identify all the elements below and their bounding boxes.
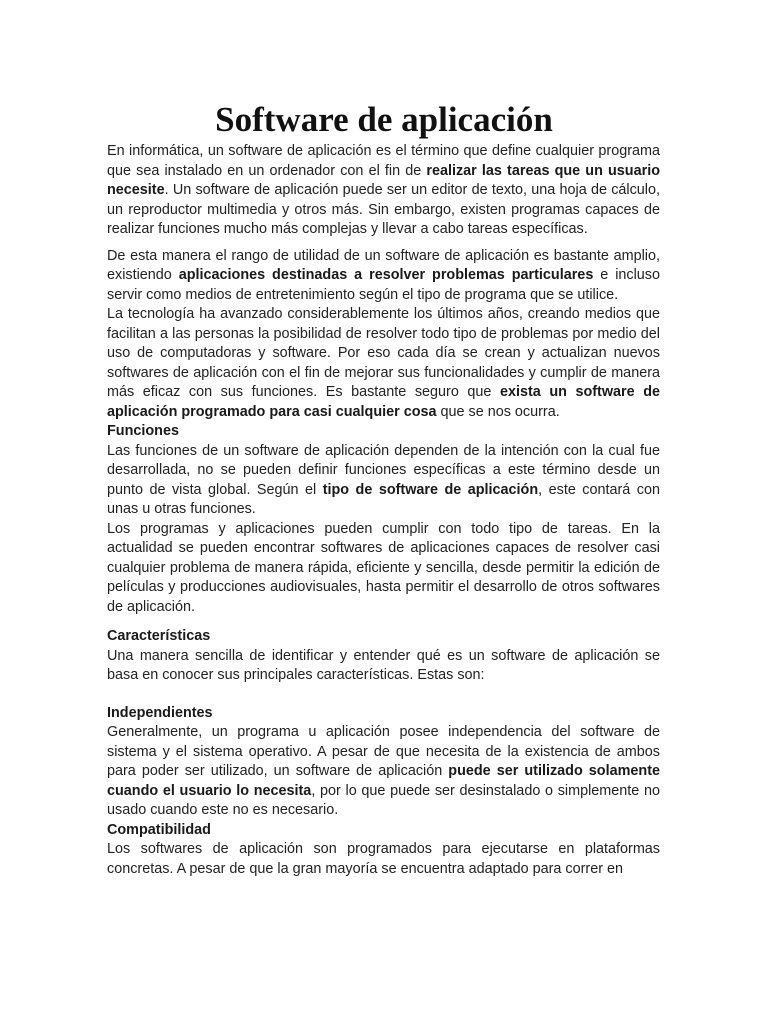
intro-paragraph: [107, 142, 660, 240]
range-bold-text: aplicaciones destinadas a resolver problemas particulares: [178, 267, 594, 283]
range-text-1: De esta manera el rango de utilidad de un software de aplicación es bastante amplio, existiendo: [107, 247, 660, 283]
technology-paragraph: [107, 305, 660, 422]
compatibilidad-heading: Compatibilidad: [107, 821, 211, 838]
document-title: Software de aplicación: [215, 100, 553, 139]
intro-bold-text: realizar las tareas que un usuario necesite: [107, 162, 660, 198]
compatibilidad-paragraph: Los softwares de aplicación son programados para ejecutarse en plataformas concretas. A pesar de que la gran mayoría se encuentra adaptado para correr en: [107, 841, 660, 877]
independientes-text-2: , por lo que puede ser desinstalado o simplemente no usado cuando este no es necesario.: [107, 782, 660, 818]
intro-text-1: En informática, un software de aplicación es el término que define cualquier programa que sea instalado en un ordenador con el fin de: [107, 143, 660, 179]
technology-text-2: que se nos ocurra.: [436, 403, 560, 420]
caracteristicas-heading: Características: [107, 628, 211, 644]
funciones-bold-text: tipo de software de aplicación: [322, 481, 539, 498]
technology-text-1: La tecnología ha avanzado considerablemente los últimos años, creando medios que facilitan a las personas la posibilidad de resolver todo tipo de problemas por medio del uso de computadoras y software. Por eso cada día se crean y actualizan nuevos softwares de aplicación con el fin de mejorar sus funcionalidades y cumplir de manera más eficaz con sus funciones. Es bastante seguro que: [107, 306, 660, 400]
funciones-text-1: Las funciones de un software de aplicación dependen de la intención con la cual fue desarrollada, no se pueden definir funciones específicas a este término desde un punto de vista global. Según el: [107, 442, 660, 498]
technology-bold-text: exista un software de aplicación programado para casi cualquier cosa: [107, 384, 660, 420]
range-text-2: e incluso servir como medios de entretenimiento según el tipo de programa que se utilice.: [107, 267, 660, 303]
funciones-paragraph-2: Los programas y aplicaciones pueden cumplir con todo tipo de tareas. En la actualidad se pueden encontrar softwares de aplicaciones capaces de resolver casi cualquier problema de manera rápida, eficiente y sencilla, desde permitir la edición de películas y producciones audiovisuales, hasta permitir el desarrollo de otros softwares de aplicación.: [107, 520, 660, 615]
independientes-paragraph: [107, 723, 660, 821]
independientes-text-1: Generalmente, un programa u aplicación posee independencia del software de sistema y el sistema operativo. A pesar de que necesita de la existencia de ambos para poder ser utilizado, un software de aplicación: [107, 724, 660, 779]
caracteristicas-paragraph: Una manera sencilla de identificar y entender qué es un software de aplicación se basa en conocer sus principales características. Estas son:: [107, 647, 660, 683]
document-body: [107, 142, 660, 879]
funciones-heading: Funciones: [107, 423, 179, 439]
independientes-heading: Independientes: [107, 704, 213, 721]
range-paragraph: [107, 247, 660, 306]
intro-text-2: . Un software de aplicación puede ser un editor de texto, una hoja de cálculo, un reproductor multimedia y otros más. Sin embargo, existen programas capaces de realizar funciones mucho más complejas y llevar a cabo tareas específicas.: [107, 182, 660, 237]
funciones-text-2: , este contará con unas u otras funciones.: [107, 481, 660, 517]
independientes-bold-text: puede ser utilizado solamente cuando el usuario lo necesita: [107, 763, 660, 799]
funciones-paragraph-1: [107, 442, 660, 520]
